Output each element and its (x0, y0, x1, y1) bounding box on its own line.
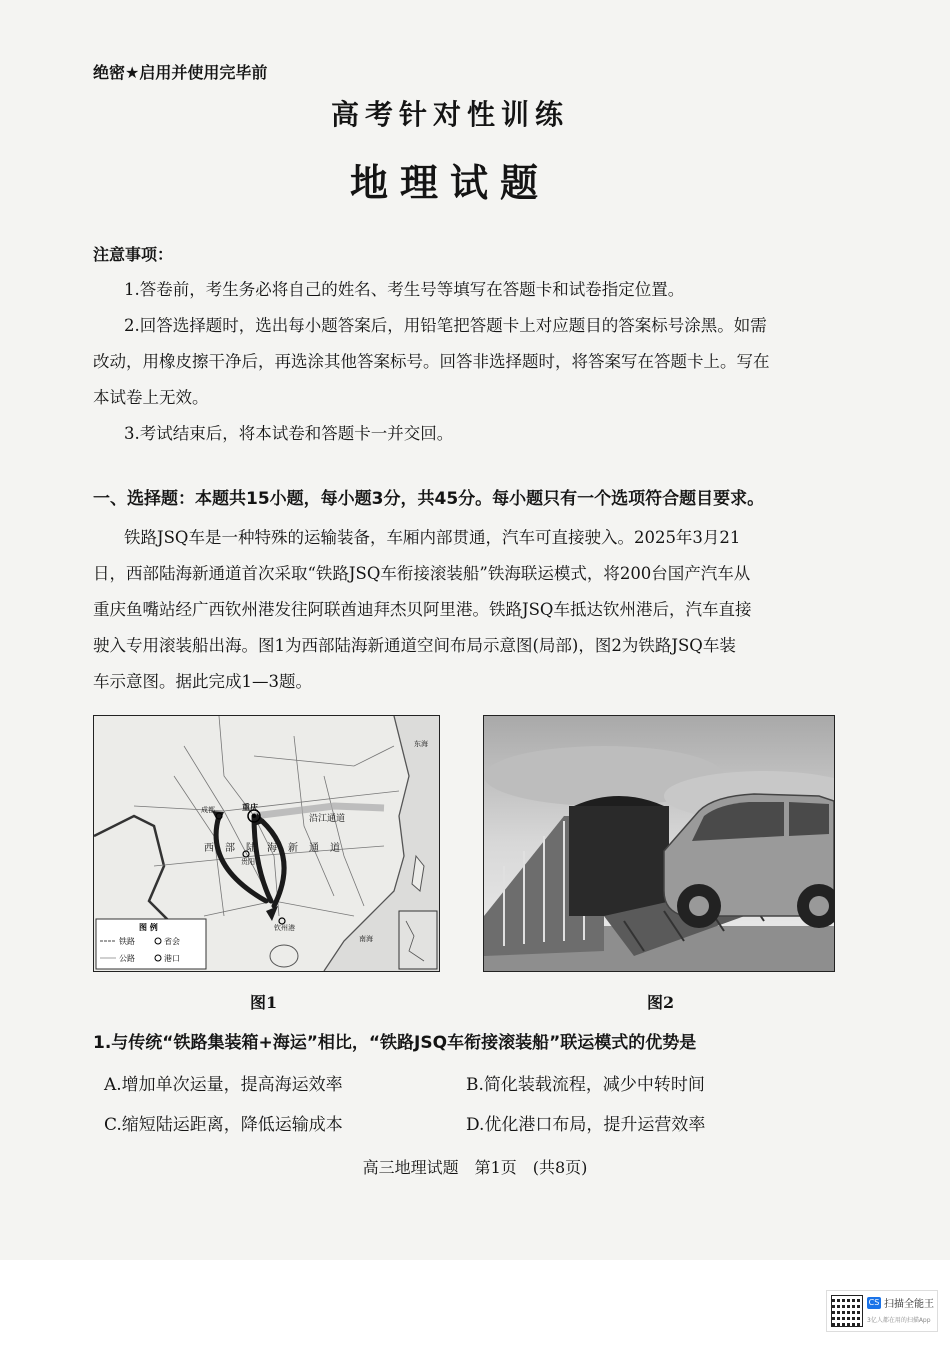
label-chongqing: 重庆 (242, 803, 258, 812)
legend-port: 港口 (164, 954, 180, 963)
question1-option-c: C.缩短陆运距离，降低运输成本 (104, 1115, 343, 1135)
label-east-sea: 东海 (414, 740, 428, 748)
label-guiyang: 贵阳 (241, 858, 255, 866)
notice-item: 1.答卷前，考生务必将自己的姓名、考生号等填写在答题卡和试卷指定位置。 (124, 280, 685, 299)
passage-line: 日，西部陆海新通道首次采取“铁路JSQ车衔接滚装船”铁海联运模式，将200台国产汽车从 (93, 564, 751, 583)
passage-line: 重庆鱼嘴站经广西钦州港发往阿联酋迪拜杰贝阿里港。铁路JSQ车抵达钦州港后，汽车直接 (93, 600, 752, 619)
notice-heading: 注意事项： (93, 245, 174, 264)
question1-option-b: B.简化装载流程，减少中转时间 (466, 1075, 705, 1095)
section-heading: 一、选择题：本题共15小题，每小题3分，共45分。每小题只有一个选项符合题目要求。 (93, 489, 765, 509)
label-chengdu: 成都 (201, 806, 215, 814)
figure1-map (93, 715, 440, 972)
scanner-badge-subtitle: 3亿人都在用的扫描App (867, 1317, 931, 1324)
label-qinzhou: 钦州港 (274, 924, 295, 932)
passage-line: 铁路JSQ车是一种特殊的运输装备，车厢内部贯通，汽车可直接驶入。2025年3月21 (124, 528, 741, 547)
exam-subtitle: 高考针对性训练 (330, 98, 569, 131)
legend-title: 图 例 (139, 923, 158, 932)
page-footer: 高三地理试题 第1页 (共8页) (362, 1158, 588, 1177)
legend-railway: 铁路 (119, 937, 135, 946)
label-yangtze-corridor: 沿江通道 (309, 814, 346, 824)
qr-code-icon (831, 1295, 863, 1327)
exam-title: 地理试题 (349, 160, 550, 205)
label-corridor: 西部陆海新通道 (204, 843, 351, 854)
map-inset (399, 911, 437, 969)
notice-item: 3.考试结束后，将本试卷和答题卡一并交回。 (124, 424, 454, 443)
notice-item: 改动，用橡皮擦干净后，再选涂其他答案标号。回答非选择题时，将答案写在答题卡上。写在 (93, 352, 770, 371)
photo-graphic (484, 716, 834, 971)
notice-item: 本试卷上无效。 (93, 388, 209, 407)
confidential-mark: 绝密★启用并使用完毕前 (93, 63, 268, 82)
label-south-sea: 南海 (359, 935, 373, 943)
legend-highway: 公路 (119, 954, 135, 963)
question1-stem: 1.与传统“铁路集装箱+海运”相比，“铁路JSQ车衔接滚装船”联运模式的优势是 (93, 1033, 697, 1053)
scanner-badge (826, 1290, 938, 1332)
map-legend (96, 919, 206, 969)
passage-line: 车示意图。据此完成1—3题。 (93, 672, 312, 691)
cs-logo-icon: CS (868, 1298, 880, 1307)
notice-item: 2.回答选择题时，选出每小题答案后，用铅笔把答题卡上对应题目的答案标号涂黑。如需 (124, 316, 767, 335)
question1-option-d: D.优化港口布局，提升运营效率 (466, 1115, 706, 1135)
figure1-caption: 图1 (250, 993, 278, 1012)
question1-option-a: A.增加单次运量，提高海运效率 (104, 1075, 343, 1095)
map-graphic (94, 716, 439, 971)
scanner-badge-title: 扫描全能王 (884, 1299, 934, 1310)
figure2-caption: 图2 (647, 993, 675, 1012)
legend-capital: 省会 (164, 937, 180, 946)
figure2-photo (483, 715, 835, 972)
passage-line: 驶入专用滚装船出海。图1为西部陆海新通道空间布局示意图(局部)，图2为铁路JSQ车装 (93, 636, 736, 655)
